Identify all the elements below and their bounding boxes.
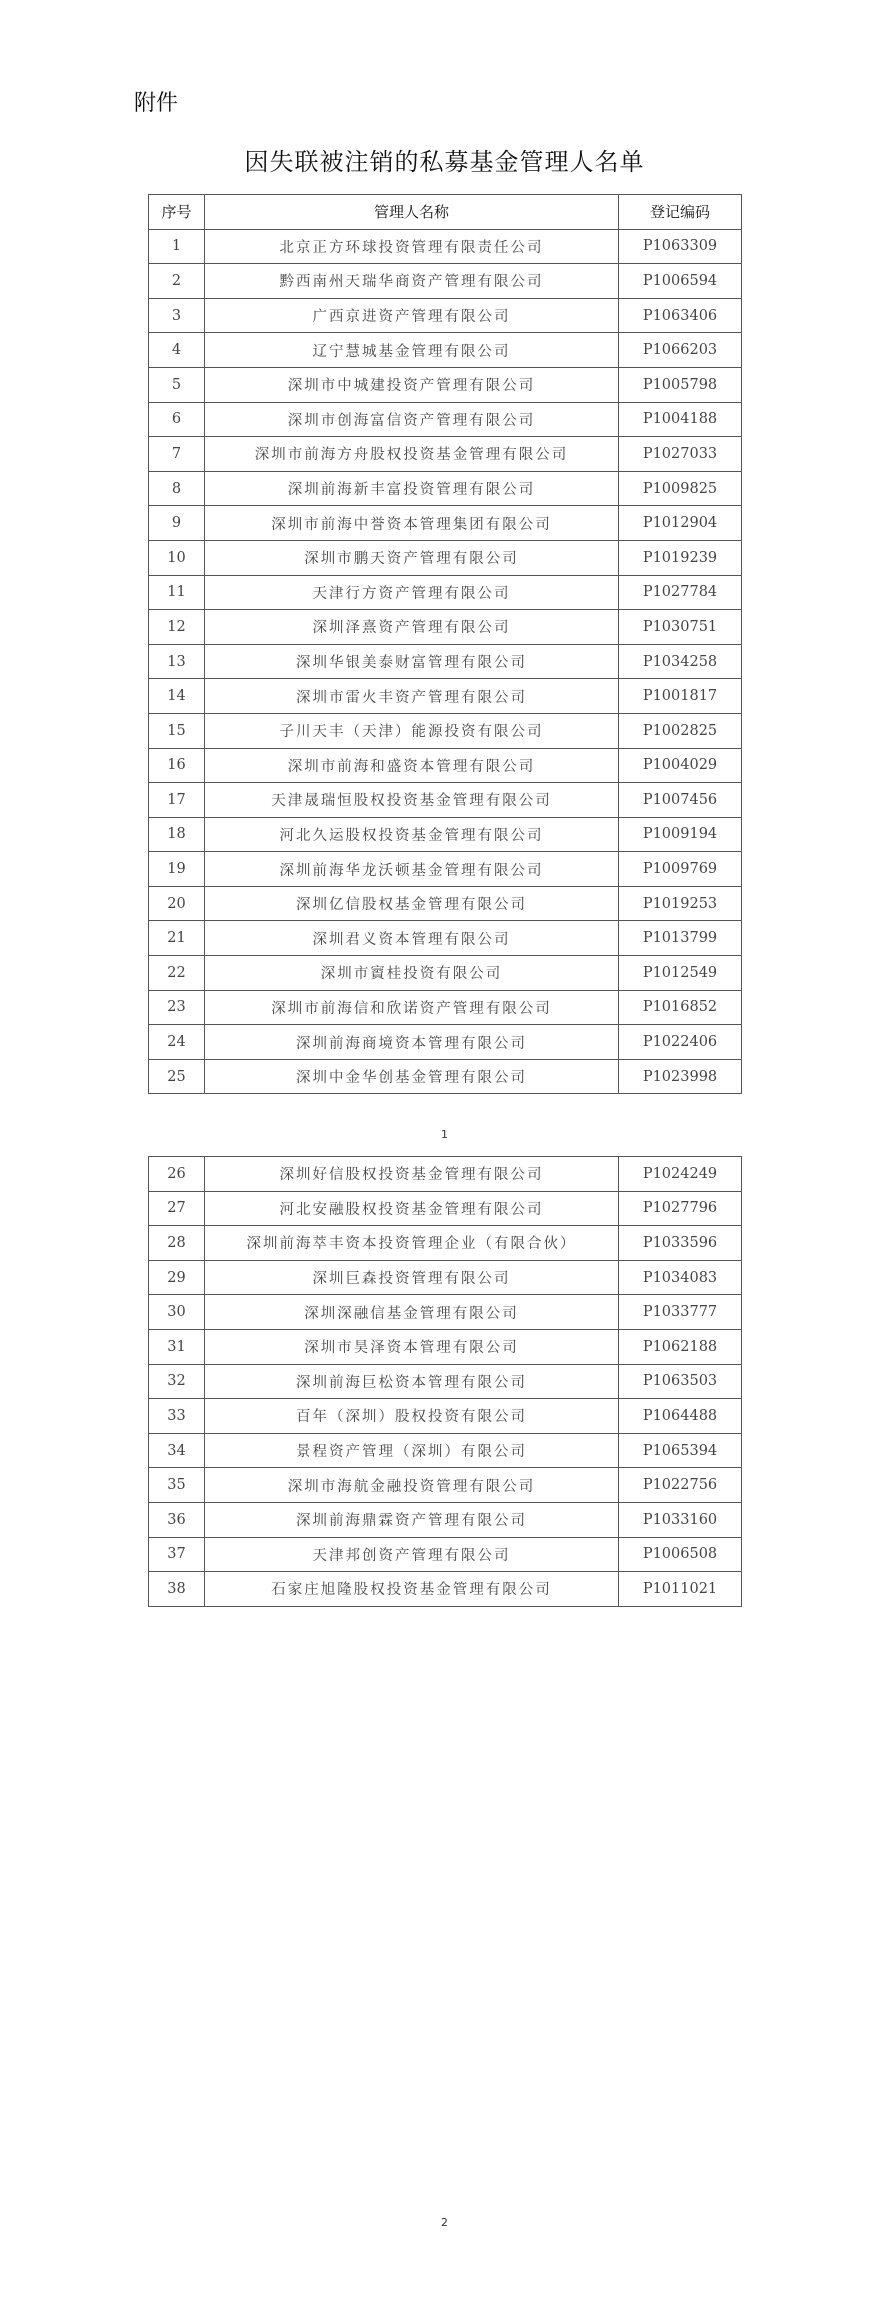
table-row [149, 471, 742, 506]
registration-code-cell: P1063406 [619, 298, 742, 333]
manager-name-cell: 黔西南州天瑞华商资产管理有限公司 [205, 264, 619, 299]
manager-name-cell: 天津邦创资产管理有限公司 [205, 1537, 619, 1572]
registration-code-cell: P1013799 [619, 921, 742, 956]
table-row [149, 1399, 742, 1434]
serial-number-cell: 11 [149, 575, 205, 610]
table-row [149, 748, 742, 783]
manager-name-cell: 深圳前海鼎霖资产管理有限公司 [205, 1502, 619, 1537]
serial-number-cell: 23 [149, 990, 205, 1025]
table-row [149, 298, 742, 333]
manager-name-cell: 深圳市前海方舟股权投资基金管理有限公司 [205, 437, 619, 472]
serial-number-cell: 18 [149, 817, 205, 852]
registration-code-cell: P1006594 [619, 264, 742, 299]
table-row [149, 1364, 742, 1399]
registration-code-cell: P1034258 [619, 644, 742, 679]
manager-name-cell: 深圳市賨桂投资有限公司 [205, 956, 619, 991]
registration-code-cell: P1016852 [619, 990, 742, 1025]
manager-name-cell: 深圳市鹏天资产管理有限公司 [205, 540, 619, 575]
registration-code-cell: P1001817 [619, 679, 742, 714]
manager-name-cell: 深圳市前海和盛资本管理有限公司 [205, 748, 619, 783]
serial-number-cell: 17 [149, 783, 205, 818]
registration-code-cell: P1066203 [619, 333, 742, 368]
registration-code-cell: P1033596 [619, 1226, 742, 1261]
serial-number-cell: 34 [149, 1433, 205, 1468]
serial-number-cell: 13 [149, 644, 205, 679]
manager-name-cell: 百年（深圳）股权投资有限公司 [205, 1399, 619, 1434]
serial-number-cell: 10 [149, 540, 205, 575]
manager-name-cell: 深圳市创海富信资产管理有限公司 [205, 402, 619, 437]
table-row [149, 1260, 742, 1295]
serial-number-cell: 20 [149, 886, 205, 921]
manager-name-cell: 深圳前海华龙沃顿基金管理有限公司 [205, 852, 619, 887]
table-row [149, 575, 742, 610]
manager-name-cell: 深圳前海萃丰资本投资管理企业（有限合伙） [205, 1226, 619, 1261]
registration-code-cell: P1011021 [619, 1572, 742, 1607]
table-body-page-2 [149, 1157, 742, 1607]
manager-name-cell: 深圳市雷火丰资产管理有限公司 [205, 679, 619, 714]
manager-name-cell: 深圳市中城建投资产管理有限公司 [205, 367, 619, 402]
registration-code-cell: P1005798 [619, 367, 742, 402]
registration-code-cell: P1007456 [619, 783, 742, 818]
manager-name-cell: 深圳君义资本管理有限公司 [205, 921, 619, 956]
registration-code-cell: P1063503 [619, 1364, 742, 1399]
table-header-row [149, 195, 742, 230]
manager-name-cell: 深圳泽熹资产管理有限公司 [205, 610, 619, 645]
serial-number-cell: 27 [149, 1191, 205, 1226]
table-row [149, 1025, 742, 1060]
registration-code-cell: P1019239 [619, 540, 742, 575]
manager-table-page-2 [148, 1156, 742, 1607]
manager-name-cell: 深圳华银美泰财富管理有限公司 [205, 644, 619, 679]
registration-code-cell: P1062188 [619, 1329, 742, 1364]
table-row [149, 1329, 742, 1364]
registration-code-cell: P1034083 [619, 1260, 742, 1295]
serial-number-cell: 2 [149, 264, 205, 299]
registration-code-cell: P1027796 [619, 1191, 742, 1226]
registration-code-cell: P1033777 [619, 1295, 742, 1330]
registration-code-cell: P1022756 [619, 1468, 742, 1503]
page-number: 1 [441, 1128, 448, 1141]
serial-number-cell: 14 [149, 679, 205, 714]
registration-code-cell: P1023998 [619, 1059, 742, 1094]
manager-name-cell: 天津晟瑞恒股权投资基金管理有限公司 [205, 783, 619, 818]
registration-code-cell: P1027033 [619, 437, 742, 472]
table-row [149, 367, 742, 402]
registration-code-cell: P1009825 [619, 471, 742, 506]
manager-name-cell: 深圳深融信基金管理有限公司 [205, 1295, 619, 1330]
page-title: 因失联被注销的私募基金管理人名单 [244, 148, 645, 176]
table-row [149, 1537, 742, 1572]
header-registration-code: 登记编码 [619, 195, 742, 230]
table-row [149, 713, 742, 748]
table-row [149, 540, 742, 575]
serial-number-cell: 5 [149, 367, 205, 402]
serial-number-cell: 1 [149, 229, 205, 264]
manager-name-cell: 景程资产管理（深圳）有限公司 [205, 1433, 619, 1468]
table-row [149, 1295, 742, 1330]
manager-table-page-1 [148, 194, 742, 1094]
table-row [149, 1191, 742, 1226]
manager-name-cell: 北京正方环球投资管理有限责任公司 [205, 229, 619, 264]
registration-code-cell: P1006508 [619, 1537, 742, 1572]
serial-number-cell: 31 [149, 1329, 205, 1364]
table-row [149, 1468, 742, 1503]
table-row [149, 990, 742, 1025]
page-number: 2 [441, 2216, 448, 2229]
table-row [149, 1502, 742, 1537]
table-row [149, 1433, 742, 1468]
manager-name-cell: 深圳巨森投资管理有限公司 [205, 1260, 619, 1295]
table-row [149, 610, 742, 645]
serial-number-cell: 6 [149, 402, 205, 437]
registration-code-cell: P1027784 [619, 575, 742, 610]
serial-number-cell: 19 [149, 852, 205, 887]
manager-name-cell: 深圳前海新丰富投资管理有限公司 [205, 471, 619, 506]
serial-number-cell: 36 [149, 1502, 205, 1537]
table-row [149, 506, 742, 541]
table-row [149, 229, 742, 264]
table-row [149, 679, 742, 714]
registration-code-cell: P1019253 [619, 886, 742, 921]
serial-number-cell: 3 [149, 298, 205, 333]
table-row [149, 1572, 742, 1607]
serial-number-cell: 30 [149, 1295, 205, 1330]
table-row [149, 644, 742, 679]
manager-name-cell: 深圳市前海信和欣诺资产管理有限公司 [205, 990, 619, 1025]
manager-name-cell: 天津行方资产管理有限公司 [205, 575, 619, 610]
serial-number-cell: 26 [149, 1157, 205, 1192]
serial-number-cell: 35 [149, 1468, 205, 1503]
header-serial-number: 序号 [149, 195, 205, 230]
manager-name-cell: 子川天丰（天津）能源投资有限公司 [205, 713, 619, 748]
manager-name-cell: 深圳市海航金融投资管理有限公司 [205, 1468, 619, 1503]
serial-number-cell: 28 [149, 1226, 205, 1261]
registration-code-cell: P1004188 [619, 402, 742, 437]
manager-name-cell: 深圳中金华创基金管理有限公司 [205, 1059, 619, 1094]
serial-number-cell: 38 [149, 1572, 205, 1607]
serial-number-cell: 7 [149, 437, 205, 472]
attachment-label: 附件 [134, 91, 179, 116]
registration-code-cell: P1002825 [619, 713, 742, 748]
serial-number-cell: 32 [149, 1364, 205, 1399]
serial-number-cell: 21 [149, 921, 205, 956]
registration-code-cell: P1033160 [619, 1502, 742, 1537]
table-row [149, 437, 742, 472]
serial-number-cell: 24 [149, 1025, 205, 1060]
table-row [149, 956, 742, 991]
registration-code-cell: P1009769 [619, 852, 742, 887]
serial-number-cell: 4 [149, 333, 205, 368]
manager-name-cell: 深圳市昊泽资本管理有限公司 [205, 1329, 619, 1364]
manager-name-cell: 深圳前海商境资本管理有限公司 [205, 1025, 619, 1060]
serial-number-cell: 15 [149, 713, 205, 748]
manager-name-cell: 深圳亿信股权基金管理有限公司 [205, 886, 619, 921]
serial-number-cell: 8 [149, 471, 205, 506]
table-row [149, 1157, 742, 1192]
serial-number-cell: 9 [149, 506, 205, 541]
header-manager-name: 管理人名称 [205, 195, 619, 230]
table-body-page-1 [149, 229, 742, 1094]
table-row [149, 852, 742, 887]
serial-number-cell: 33 [149, 1399, 205, 1434]
serial-number-cell: 16 [149, 748, 205, 783]
manager-name-cell: 深圳前海巨松资本管理有限公司 [205, 1364, 619, 1399]
registration-code-cell: P1065394 [619, 1433, 742, 1468]
table-row [149, 333, 742, 368]
table-row [149, 886, 742, 921]
table-row [149, 783, 742, 818]
manager-name-cell: 深圳市前海中誉资本管理集团有限公司 [205, 506, 619, 541]
table-row [149, 1059, 742, 1094]
registration-code-cell: P1022406 [619, 1025, 742, 1060]
manager-name-cell: 河北久运股权投资基金管理有限公司 [205, 817, 619, 852]
manager-name-cell: 河北安融股权投资基金管理有限公司 [205, 1191, 619, 1226]
manager-name-cell: 石家庄旭隆股权投资基金管理有限公司 [205, 1572, 619, 1607]
registration-code-cell: P1004029 [619, 748, 742, 783]
registration-code-cell: P1009194 [619, 817, 742, 852]
registration-code-cell: P1012904 [619, 506, 742, 541]
registration-code-cell: P1064488 [619, 1399, 742, 1434]
manager-name-cell: 深圳好信股权投资基金管理有限公司 [205, 1157, 619, 1192]
manager-name-cell: 广西京进资产管理有限公司 [205, 298, 619, 333]
registration-code-cell: P1012549 [619, 956, 742, 991]
serial-number-cell: 22 [149, 956, 205, 991]
registration-code-cell: P1063309 [619, 229, 742, 264]
table-row [149, 921, 742, 956]
manager-name-cell: 辽宁慧城基金管理有限公司 [205, 333, 619, 368]
serial-number-cell: 37 [149, 1537, 205, 1572]
table-row [149, 402, 742, 437]
serial-number-cell: 12 [149, 610, 205, 645]
registration-code-cell: P1024249 [619, 1157, 742, 1192]
table-row [149, 264, 742, 299]
serial-number-cell: 25 [149, 1059, 205, 1094]
table-row [149, 1226, 742, 1261]
registration-code-cell: P1030751 [619, 610, 742, 645]
table-row [149, 817, 742, 852]
serial-number-cell: 29 [149, 1260, 205, 1295]
